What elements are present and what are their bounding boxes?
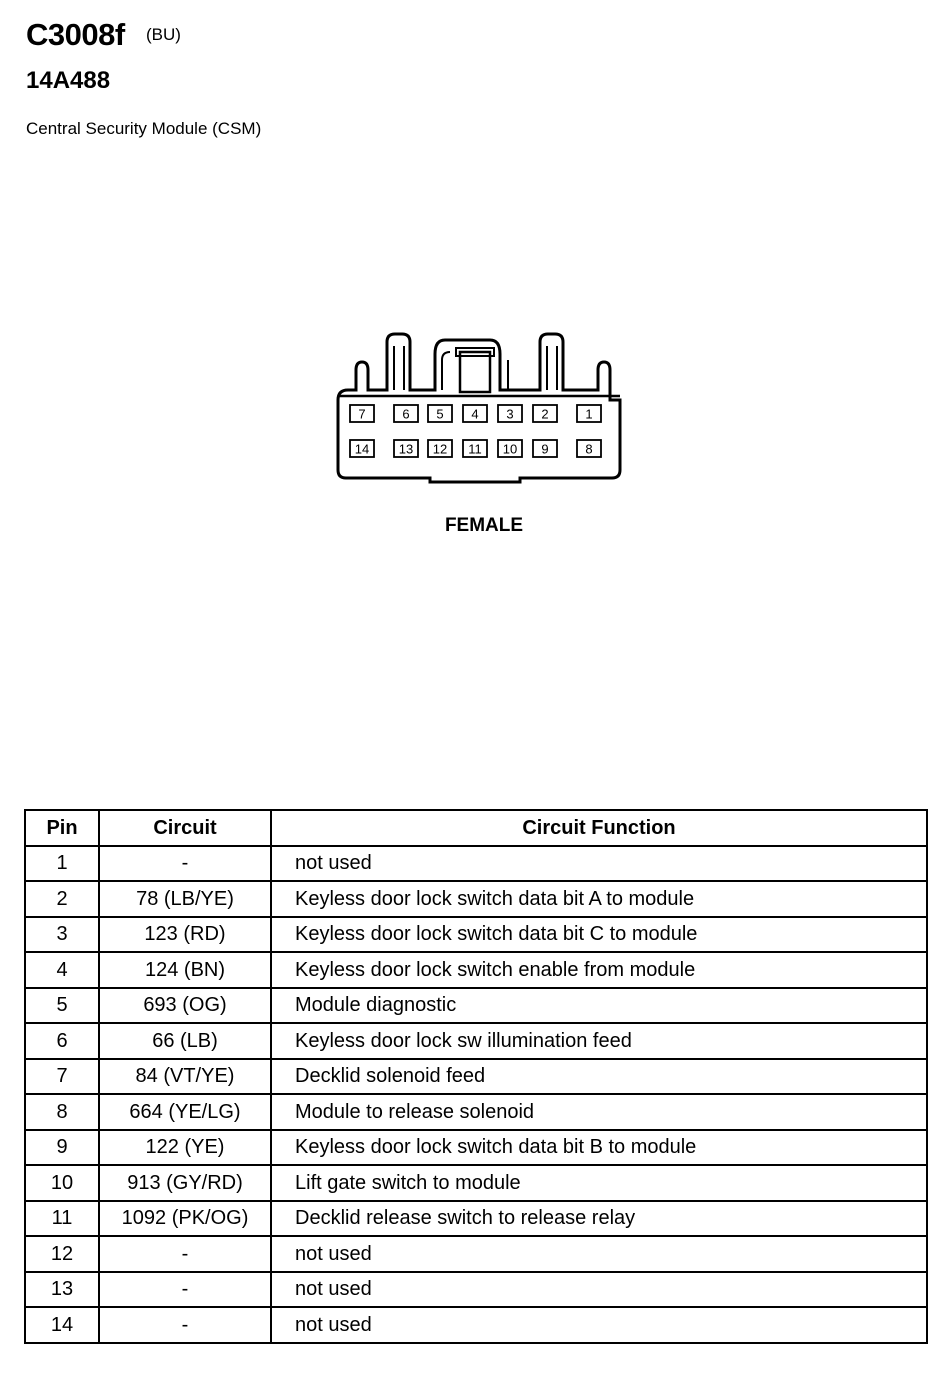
part-number: 14A488 [26, 67, 111, 94]
table-row [25, 1023, 927, 1059]
pin-number-label: 8 [585, 441, 593, 457]
pin-cell: 2 [25, 881, 99, 917]
function-cell: Module diagnostic [271, 988, 927, 1024]
pin-number-label: 14 [354, 441, 370, 457]
function-cell: not used [271, 1272, 927, 1308]
table-row [25, 846, 927, 882]
pin-cell: 12 [25, 1236, 99, 1272]
pin-cell: 9 [25, 1130, 99, 1166]
pin-number-label: 3 [506, 406, 514, 422]
circuit-cell: 124 (BN) [99, 952, 271, 988]
circuit-cell: 78 (LB/YE) [99, 881, 271, 917]
table-row [25, 952, 927, 988]
function-cell: Keyless door lock switch data bit B to module [271, 1130, 927, 1166]
pin-number-label: 9 [541, 441, 549, 457]
function-cell: not used [271, 1307, 927, 1343]
circuit-cell: 1092 (PK/OG) [99, 1201, 271, 1237]
table-row [25, 1236, 927, 1272]
pin-cell: 3 [25, 917, 99, 953]
circuit-cell: 66 (LB) [99, 1023, 271, 1059]
pin-cell: 4 [25, 952, 99, 988]
circuit-cell: - [99, 1272, 271, 1308]
function-cell: Lift gate switch to module [271, 1165, 927, 1201]
pin-number-label: 6 [402, 406, 410, 422]
table-row [25, 988, 927, 1024]
pin-cell: 8 [25, 1094, 99, 1130]
circuit-cell: 123 (RD) [99, 917, 271, 953]
circuit-cell: 664 (YE/LG) [99, 1094, 271, 1130]
pin-number-label: 5 [436, 406, 444, 422]
connector-color: (BU) [146, 25, 181, 44]
table-row [25, 1059, 927, 1095]
circuit-cell: - [99, 846, 271, 882]
pin-number-label: 12 [432, 441, 448, 457]
pin-number-label: 7 [358, 406, 366, 422]
pin-number-label: 1 [585, 406, 593, 422]
function-cell: Keyless door lock sw illumination feed [271, 1023, 927, 1059]
pinout-table [24, 809, 928, 1344]
pin-cell: 6 [25, 1023, 99, 1059]
table-row [25, 917, 927, 953]
pin-number-label: 10 [502, 441, 518, 457]
connector-latch [460, 352, 490, 392]
circuit-cell: 84 (VT/YE) [99, 1059, 271, 1095]
function-cell: Keyless door lock switch enable from module [271, 952, 927, 988]
function-cell: Keyless door lock switch data bit A to module [271, 881, 927, 917]
circuit-cell: 913 (GY/RD) [99, 1165, 271, 1201]
connector-id: C3008f [26, 17, 125, 52]
header-circuit: Circuit [99, 810, 271, 846]
pin-cell: 13 [25, 1272, 99, 1308]
function-cell: Keyless door lock switch data bit C to module [271, 917, 927, 953]
function-cell: Decklid release switch to release relay [271, 1201, 927, 1237]
header-circuit-function: Circuit Function [271, 810, 927, 846]
pin-cell: 11 [25, 1201, 99, 1237]
table-row [25, 881, 927, 917]
pin-cell: 1 [25, 846, 99, 882]
connector-face-diagram [320, 330, 630, 490]
table-row [25, 1272, 927, 1308]
table-row [25, 1307, 927, 1343]
pin-number-label: 11 [468, 441, 482, 457]
pin-number-label: 13 [398, 441, 414, 457]
table-row [25, 1094, 927, 1130]
pin-cell: 7 [25, 1059, 99, 1095]
function-cell: Decklid solenoid feed [271, 1059, 927, 1095]
table-row [25, 1130, 927, 1166]
function-cell: not used [271, 846, 927, 882]
circuit-cell: - [99, 1307, 271, 1343]
circuit-cell: 693 (OG) [99, 988, 271, 1024]
pin-cell: 10 [25, 1165, 99, 1201]
function-cell: Module to release solenoid [271, 1094, 927, 1130]
pin-number-label: 4 [471, 406, 479, 422]
pin-cell: 14 [25, 1307, 99, 1343]
circuit-cell: 122 (YE) [99, 1130, 271, 1166]
module-name: Central Security Module (CSM) [26, 119, 262, 138]
header-pin: Pin [25, 810, 99, 846]
pin-cell: 5 [25, 988, 99, 1024]
function-cell: not used [271, 1236, 927, 1272]
table-row [25, 1201, 927, 1237]
connector-gender-label: FEMALE [444, 515, 524, 536]
table-row [25, 1165, 927, 1201]
pin-number-label: 2 [541, 406, 549, 422]
table-header-row [25, 810, 927, 846]
circuit-cell: - [99, 1236, 271, 1272]
